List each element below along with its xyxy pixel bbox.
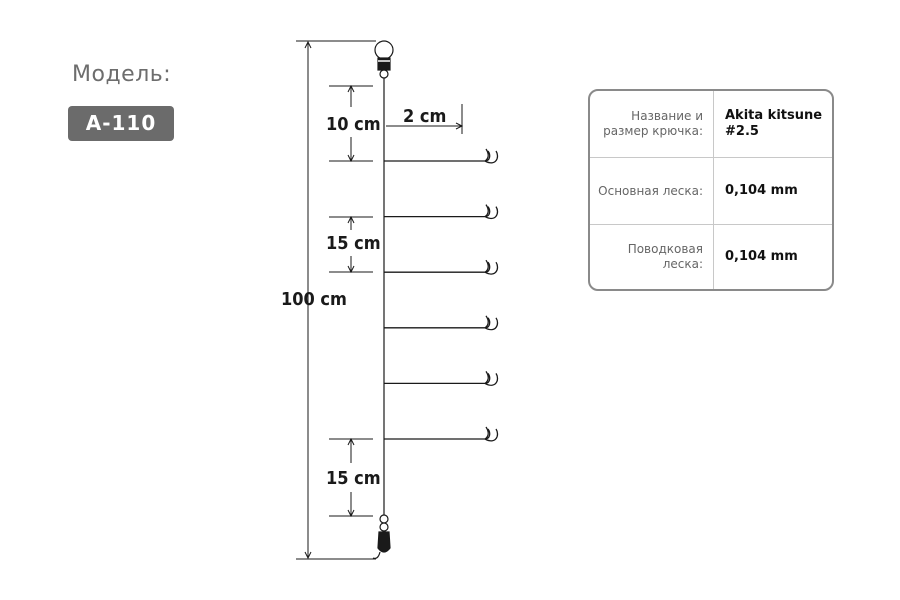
spec-label-hook: Название и размер крючка: xyxy=(590,91,714,158)
spec-value-leader-line: 0,104 mm xyxy=(725,249,798,264)
model-code-badge: A-110 xyxy=(68,106,174,141)
hook-icon xyxy=(462,205,498,219)
hook-icon xyxy=(462,371,498,385)
hook-icon xyxy=(462,149,498,163)
spec-label-leader-line: Поводковая леска: xyxy=(590,225,714,289)
hook-icon xyxy=(462,427,498,441)
spec-table xyxy=(588,89,834,291)
total-length-label: 100 cm xyxy=(281,289,347,310)
spacing-label: 15 cm xyxy=(326,233,381,254)
top-swivel-icon xyxy=(375,41,393,78)
spec-value-hook: Akita kitsune #2.5 xyxy=(714,91,832,158)
hook-icon xyxy=(462,316,498,330)
hook-icon xyxy=(462,260,498,274)
bottom-gap-label: 15 cm xyxy=(326,468,381,489)
model-label: Модель: xyxy=(72,62,172,87)
bottom-swivel-icon xyxy=(373,515,390,558)
top-gap-label: 10 cm xyxy=(326,114,381,135)
spec-label-main-line: Основная леска: xyxy=(590,158,714,225)
spec-value-main-line: 0,104 mm xyxy=(714,158,832,225)
leader-length-label: 2 cm xyxy=(403,106,447,127)
